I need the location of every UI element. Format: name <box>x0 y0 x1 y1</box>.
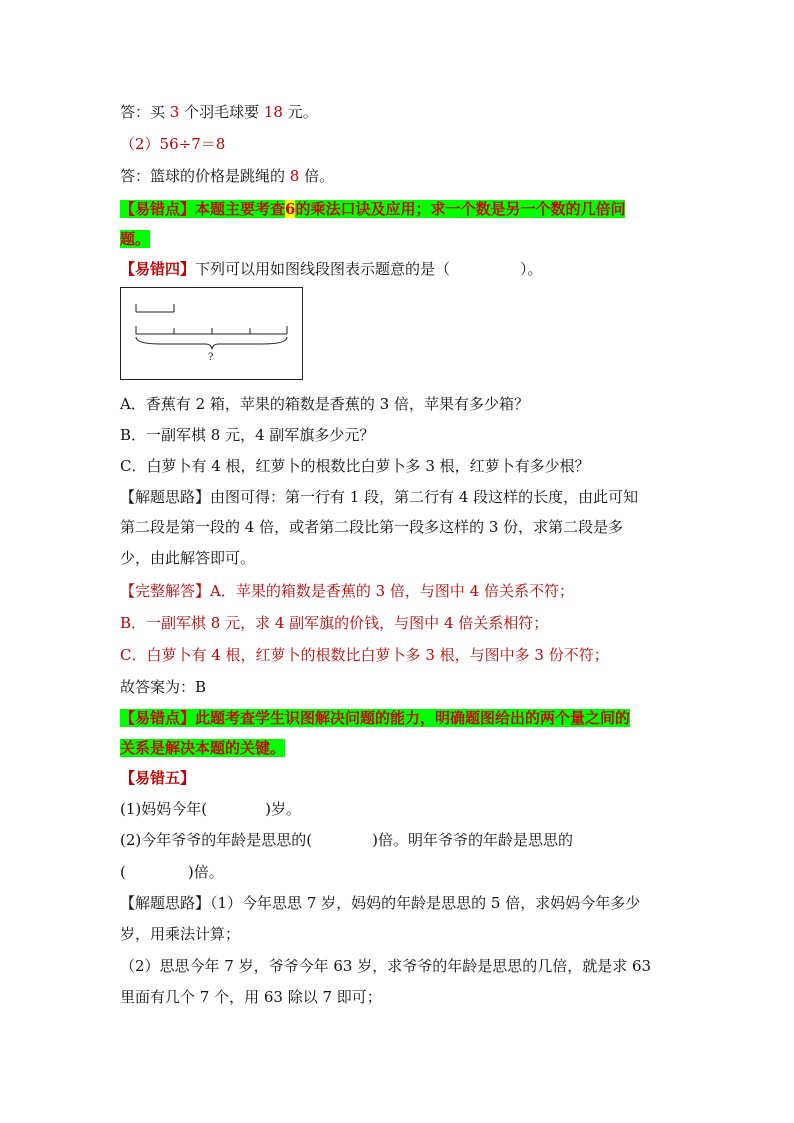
note-text: 的乘法口诀及应用；求一个数是另一个数的几倍问 <box>295 200 626 218</box>
number: 8 <box>289 167 300 185</box>
question-text: )倍。明年爷爷的年龄是思思的 <box>372 831 573 849</box>
question-text: ( <box>120 863 126 881</box>
question-tag: 【易错四】 <box>120 260 196 278</box>
solution-idea-5-line-1: 【解题思路】（1）今年思思 7 岁，妈妈的年龄是思思的 5 倍，求妈妈今年多少 <box>120 894 641 912</box>
question-text: (1)妈妈今年( <box>120 800 208 818</box>
solution-idea-4-line-2: 第二段是第一段的 4 倍，或者第二段比第一段多这样的 3 份，求第二段是多 <box>120 518 624 536</box>
full-answer-4-line-3: C．白萝卜有 4 根，红萝卜的根数比白萝卜多 3 根，与图中多 3 份不符； <box>120 646 609 664</box>
text: 元。 <box>282 103 318 121</box>
option-c: C．白萝卜有 4 根，红萝卜的根数比白萝卜多 3 根，红萝卜有多少根？ <box>120 457 590 475</box>
full-answer-4-line-2: B．一副军棋 8 元，求 4 副军旗的价钱，与图中 4 倍关系相符； <box>120 614 549 632</box>
text: 倍。 <box>299 167 335 185</box>
error-note-tag: 【易错点】 <box>120 200 196 218</box>
segment-long <box>136 326 287 334</box>
error-note-1-line-2 <box>120 228 150 250</box>
question-mark: ? <box>208 352 214 363</box>
question-text: 下列可以用如图线段图表示题意的是（ <box>195 260 451 278</box>
note-text: 题。 <box>120 230 151 248</box>
segment-diagram <box>120 287 303 380</box>
question-text: ）。 <box>520 260 543 278</box>
text: 答：买 <box>120 103 170 121</box>
question-5-part-1 <box>120 798 301 820</box>
error-note-2-line-2 <box>120 737 285 759</box>
number: 3 <box>169 103 180 121</box>
note-text: 【易错点】此题考查学生识图解决问题的能力，明确题图给出的两个量之间的 <box>120 709 631 727</box>
question-5-part-2 <box>120 829 573 851</box>
question-4 <box>120 258 543 280</box>
solution-idea-4-line-1: 【解题思路】由图可得：第一行有 1 段，第二行有 4 段这样的长度，由此可知 <box>120 488 639 506</box>
solution-idea-4-line-3: 少，由此解答即可。 <box>120 549 256 567</box>
answer-line-2 <box>120 165 334 187</box>
full-answer-4-line-4: 故答案为：B <box>120 678 207 696</box>
solution-idea-5-line-2: 岁，用乘法计算； <box>120 925 241 943</box>
error-note-1-line-1 <box>120 198 625 220</box>
brace <box>136 337 287 349</box>
text: 答：篮球的价格是跳绳的 <box>120 167 290 185</box>
question-5-part-2-cont <box>120 861 224 883</box>
solution-idea-5-line-4: 里面有几个 7 个，用 63 除以 7 即可； <box>120 988 382 1006</box>
segment-short <box>136 304 174 312</box>
option-a: A．香蕉有 2 箱，苹果的箱数是香蕉的 3 倍，苹果有多少箱？ <box>120 395 529 413</box>
question-text: )岁。 <box>265 800 301 818</box>
note-text: 本题主要考查 <box>195 200 286 218</box>
full-answer-4-line-1: 【完整解答】A．苹果的箱数是香蕉的 3 倍，与图中 4 倍关系不符； <box>120 582 574 600</box>
text: 个羽毛球要 <box>179 103 264 121</box>
note-text: 关系是解决本题的关键。 <box>120 739 286 757</box>
note-number: 6 <box>285 200 296 218</box>
question-5-tag: 【易错五】 <box>120 769 196 787</box>
question-text: )倍。 <box>187 863 224 881</box>
error-note-2-line-1 <box>120 707 630 729</box>
option-b: B．一副军棋 8 元，4 副军旗多少元？ <box>120 426 375 444</box>
number: 18 <box>263 103 283 121</box>
question-text: (2)今年爷爷的年龄是思思的( <box>120 831 313 849</box>
calc-line-2: （2）56÷7＝8 <box>120 135 226 153</box>
answer-line-1 <box>120 101 318 123</box>
segment-diagram-svg <box>121 288 304 381</box>
solution-idea-5-line-3: （2）思思今年 7 岁，爷爷今年 63 岁，求爷爷的年龄是思思的几倍，就是求 63 <box>120 957 652 975</box>
